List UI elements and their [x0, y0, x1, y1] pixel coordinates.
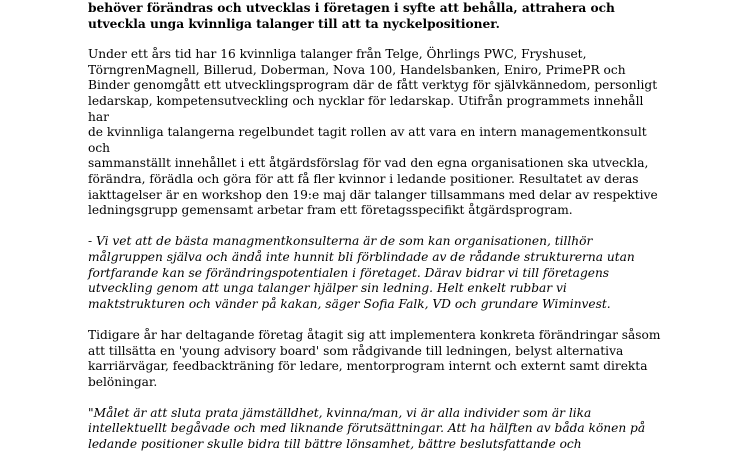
text-line: ledarskap, kompetensutveckling och nycklar för ledarskap. Utifrån programmets innehåll har [88, 94, 644, 124]
text-line: iakttagelser är en workshop den 19:e maj där talanger tillsammans med delar av respektive [88, 187, 658, 202]
text-line: ledande positioner skulle bidra till bättre lönsamhet, bättre beslutsfattande och [88, 437, 582, 452]
quote-equality-goal [88, 406, 668, 453]
text-line: att tillsätta en 'young advisory board' som rådgivande till ledningen, belyst alternativa [88, 343, 624, 358]
text-line: förändra, förädla och göra för att få fler kvinnor i ledande positioner. Resultatet av deras [88, 171, 639, 186]
text-line: karriärvägar, feedbackträning för ledare, mentorprogram internt och externt samt direkta [88, 359, 648, 374]
text-line: - Vi vet att de bästa managmentkonsulterna är de som kan organisationen, tillhör [88, 234, 593, 249]
document-page [88, 0, 668, 468]
text-line: Binder genomgått ett utvecklingsprogram där de fått verktyg för självkännedom, personligt [88, 78, 658, 93]
text-line: fortfarande kan se förändringspotentialen i företaget. Därav bidrar vi till företagens [88, 265, 610, 280]
text-line: "Målet är att sluta prata jämställdhet, kvinna/man, vi är alla individer som är lika [88, 405, 592, 420]
body-paragraph-participants [88, 47, 668, 219]
text-line: sammanställt innehållet i ett åtgärdsförslag för vad den egna organisationen ska utveckla, [88, 156, 649, 171]
text-line: TörngrenMagnell, Billerud, Doberman, Nova 100, Handelsbanken, Eniro, PrimePR och [88, 62, 626, 77]
lead-line: utveckla unga kvinnliga talanger till att ta nyckelpositioner. [88, 16, 500, 31]
text-line: målgruppen själva och ändå inte hunnit bli förblindade av de rådande strukturerna utan [88, 249, 635, 264]
text-line: intellektuellt begåvade och med liknande förutsättningar. Att ha hälften av båda könen på [88, 421, 646, 436]
quote-sofia-falk [88, 234, 668, 312]
body-paragraph-previous-years [88, 328, 668, 390]
text-line: maktstrukturen och vänder på kakan, säger Sofia Falk, VD och grundare Wiminvest. [88, 296, 611, 311]
lead-line: behöver förändras och utvecklas i företagen i syfte att behålla, attrahera och [88, 1, 615, 16]
lead-paragraph [88, 0, 668, 32]
text-line: Under ett års tid har 16 kvinnliga talanger från Telge, Öhrlings PWC, Fryshuset, [88, 47, 587, 62]
text-line: Tidigare år har deltagande företag åtagit sig att implementera konkreta förändringar såsom [88, 327, 661, 342]
text-line: belöningar. [88, 374, 158, 389]
text-line: utveckling genom att unga talanger hjälper sin ledning. Helt enkelt rubbar vi [88, 281, 567, 296]
text-line: de kvinnliga talangerna regelbundet tagit rollen av att vara en intern managementkonsult och [88, 125, 647, 155]
text-line: ledningsgrupp gemensamt arbetar fram ett företagsspecifikt åtgärdsprogram. [88, 203, 573, 218]
